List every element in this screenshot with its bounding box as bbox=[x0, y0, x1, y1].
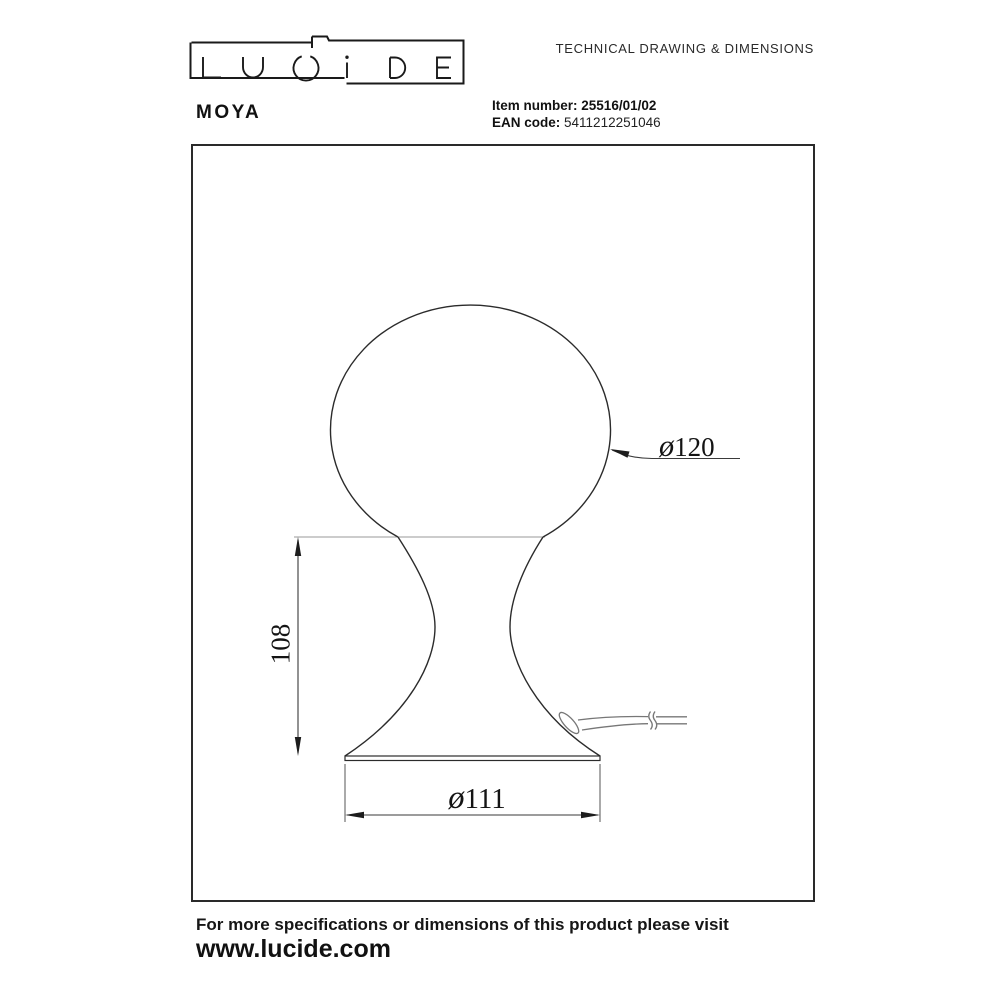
diameter-symbol: ø bbox=[659, 429, 675, 463]
product-name: MOYA bbox=[196, 102, 262, 123]
ean-value: 5411212251046 bbox=[564, 115, 661, 130]
item-number-value: 25516/01/02 bbox=[581, 98, 657, 113]
item-info bbox=[492, 97, 661, 131]
document-title: TECHNICAL DRAWING & DIMENSIONS bbox=[555, 41, 814, 56]
ball-diameter-label bbox=[659, 431, 715, 461]
ball-diameter-value: 120 bbox=[674, 432, 715, 462]
height-label: 108 bbox=[265, 623, 296, 665]
footer-website: www.lucide.com bbox=[196, 935, 391, 963]
logo-letters bbox=[203, 56, 451, 81]
brand-text bbox=[0, 0, 1, 1]
lucide-logo bbox=[186, 32, 470, 88]
diameter-symbol: ø bbox=[448, 779, 465, 816]
footer-note: For more specifications or dimensions of this product please visit bbox=[196, 915, 729, 934]
item-number-row bbox=[492, 97, 661, 114]
item-number-label: Item number: bbox=[492, 98, 578, 113]
ean-row bbox=[492, 114, 661, 131]
base-diameter-value: 111 bbox=[464, 782, 506, 815]
logo-box bbox=[191, 37, 464, 84]
base-diameter-label bbox=[448, 779, 506, 816]
ean-label: EAN code: bbox=[492, 115, 561, 130]
